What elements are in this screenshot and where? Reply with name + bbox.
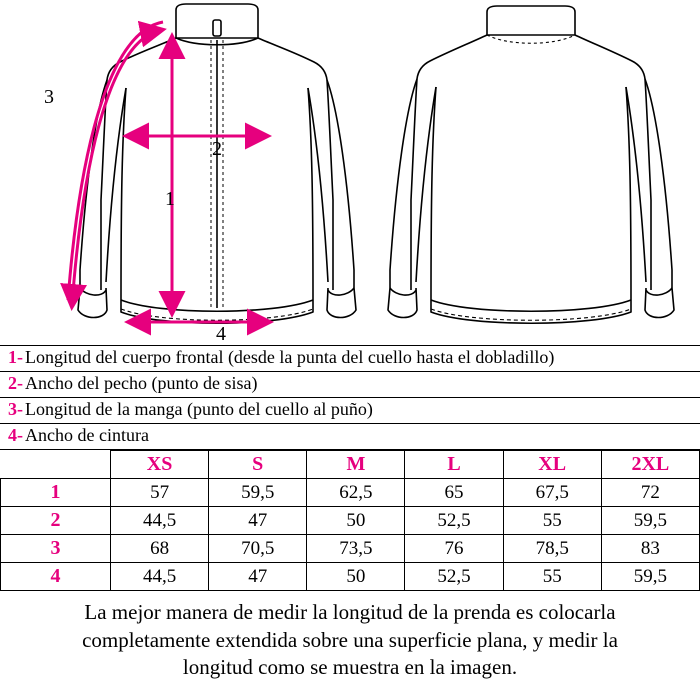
cell-r1-2xl: 72 bbox=[601, 479, 699, 507]
cell-r3-l: 76 bbox=[405, 535, 503, 563]
legend-number-2: 2- bbox=[8, 373, 23, 393]
cell-r3-xs: 68 bbox=[111, 535, 209, 563]
table-col-xl: XL bbox=[503, 451, 601, 479]
legend-number-4: 4- bbox=[8, 425, 23, 445]
jacket-front-view bbox=[78, 4, 356, 323]
cell-r4-xs: 44,5 bbox=[111, 563, 209, 591]
measuring-note-line-1: La mejor manera de medir la longitud de la prenda es colocarla bbox=[84, 600, 616, 624]
cell-r1-xl: 67,5 bbox=[503, 479, 601, 507]
table-row-label-2: 2 bbox=[1, 507, 111, 535]
measure-label-4: 4 bbox=[216, 323, 226, 345]
cell-r1-xs: 57 bbox=[111, 479, 209, 507]
table-col-l: L bbox=[405, 451, 503, 479]
table-header-row bbox=[1, 451, 700, 479]
legend-item-2 bbox=[0, 372, 700, 398]
table-col-2xl: 2XL bbox=[601, 451, 699, 479]
cell-r2-xl: 55 bbox=[503, 507, 601, 535]
cell-r4-2xl: 59,5 bbox=[601, 563, 699, 591]
cell-r4-s: 47 bbox=[209, 563, 307, 591]
table-corner-cell bbox=[1, 451, 111, 479]
measuring-note-line-3: longitud como se muestra en la imagen. bbox=[182, 655, 518, 680]
cell-r4-xl: 55 bbox=[503, 563, 601, 591]
legend-text-2: Ancho del pecho (punto de sisa) bbox=[25, 373, 258, 393]
legend-number-3: 3- bbox=[8, 399, 23, 419]
cell-r2-xs: 44,5 bbox=[111, 507, 209, 535]
legend-item-1 bbox=[0, 346, 700, 372]
table-row bbox=[1, 479, 700, 507]
legend-number-1: 1- bbox=[8, 347, 23, 367]
cell-r2-l: 52,5 bbox=[405, 507, 503, 535]
legend-item-4 bbox=[0, 424, 700, 450]
cell-r2-m: 50 bbox=[307, 507, 405, 535]
table-col-s: S bbox=[209, 451, 307, 479]
table-row-label-1: 1 bbox=[1, 479, 111, 507]
size-table bbox=[0, 450, 700, 591]
cell-r1-s: 59,5 bbox=[209, 479, 307, 507]
table-col-m: M bbox=[307, 451, 405, 479]
legend-list bbox=[0, 345, 700, 450]
cell-r4-l: 52,5 bbox=[405, 563, 503, 591]
measuring-note-line-2: completamente extendida sobre una superficie plana, y medir la bbox=[82, 627, 618, 652]
table-col-xs: XS bbox=[111, 451, 209, 479]
cell-r2-2xl: 59,5 bbox=[601, 507, 699, 535]
cell-r3-2xl: 83 bbox=[601, 535, 699, 563]
legend-text-3: Longitud de la manga (punto del cuello al puño) bbox=[25, 399, 373, 419]
table-row bbox=[1, 507, 700, 535]
table-row bbox=[1, 563, 700, 591]
cell-r1-l: 65 bbox=[405, 479, 503, 507]
cell-r2-s: 47 bbox=[209, 507, 307, 535]
measuring-note bbox=[0, 599, 700, 682]
measure-label-2: 2 bbox=[212, 138, 222, 160]
cell-r3-s: 70,5 bbox=[209, 535, 307, 563]
cell-r4-m: 50 bbox=[307, 563, 405, 591]
legend-text-1: Longitud del cuerpo frontal (desde la punta del cuello hasta el dobladillo) bbox=[25, 347, 555, 367]
cell-r3-xl: 78,5 bbox=[503, 535, 601, 563]
legend-item-3 bbox=[0, 398, 700, 424]
legend-text-4: Ancho de cintura bbox=[25, 425, 149, 445]
garment-illustration bbox=[0, 0, 700, 345]
cell-r3-m: 73,5 bbox=[307, 535, 405, 563]
table-row-label-3: 3 bbox=[1, 535, 111, 563]
measure-arrows bbox=[68, 22, 268, 322]
jacket-back-view bbox=[388, 6, 674, 323]
measure-label-3: 3 bbox=[44, 86, 54, 108]
table-row bbox=[1, 535, 700, 563]
cell-r1-m: 62,5 bbox=[307, 479, 405, 507]
table-row-label-4: 4 bbox=[1, 563, 111, 591]
measure-label-1: 1 bbox=[165, 188, 175, 210]
